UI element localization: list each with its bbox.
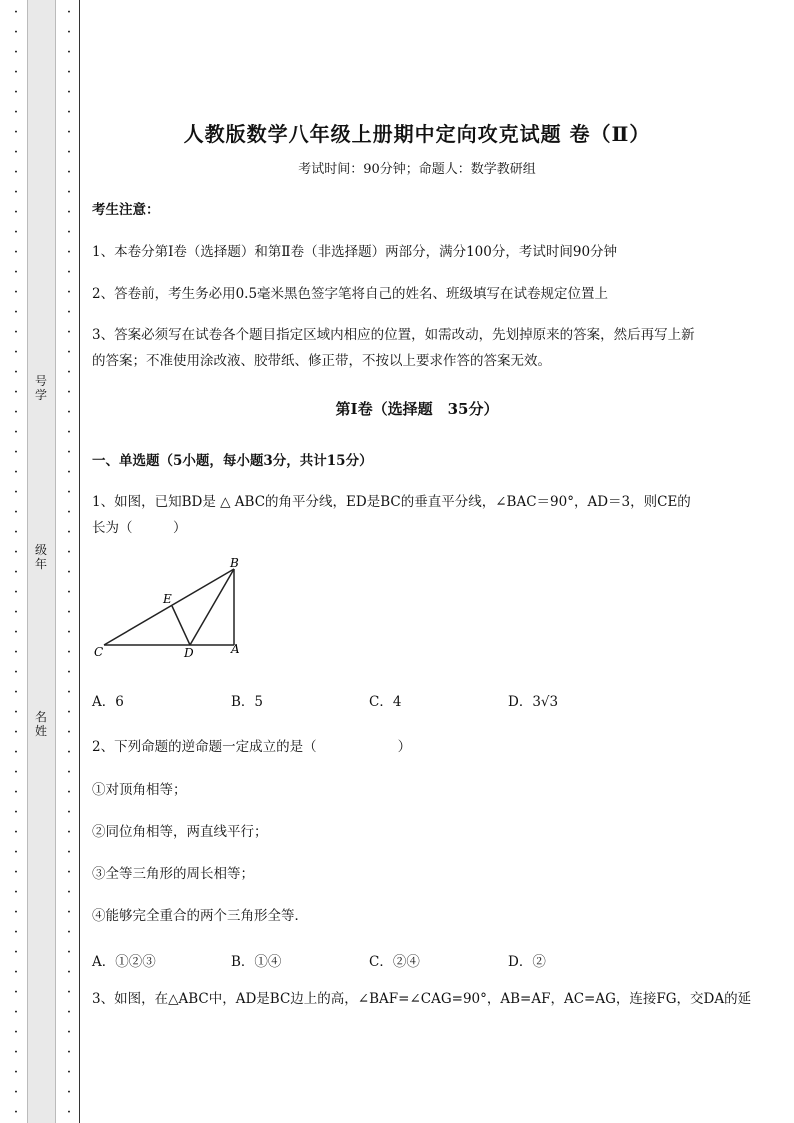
binding-dot: · (14, 567, 18, 578)
binding-dot: · (67, 867, 71, 878)
binding-dot: · (14, 667, 18, 678)
binding-dot: · (14, 727, 18, 738)
label-B: B (230, 556, 239, 570)
binding-dot: · (67, 67, 71, 78)
inner-dot-column (63, 0, 75, 1123)
binding-dot: · (14, 307, 18, 318)
binding-dot: · (67, 607, 71, 618)
binding-dot: · (67, 127, 71, 138)
binding-dot: · (14, 47, 18, 58)
binding-dot: · (14, 687, 18, 698)
binding-dot: · (14, 1007, 18, 1018)
binding-dot: · (14, 947, 18, 958)
binding-dot: · (14, 147, 18, 158)
binding-dot: · (14, 407, 18, 418)
question-2-stem: 2、下列命题的逆命题一定成立的是（ ） (92, 739, 412, 755)
question-1-stem-cont: 长为（ ） (92, 520, 187, 536)
binding-dot: · (14, 387, 18, 398)
binding-dot: · (14, 907, 18, 918)
binding-dot: · (67, 27, 71, 38)
question-2-item-2: ②同位角相等，两直线平行； (92, 824, 268, 840)
page-title: 人教版数学八年级上册期中定向攻克试题 卷（Ⅱ） (183, 122, 651, 146)
binding-dot: · (67, 47, 71, 58)
binding-dot: · (14, 507, 18, 518)
binding-dot: · (14, 607, 18, 618)
binding-dot: · (67, 647, 71, 658)
question-2-option-d[interactable]: D．② (508, 954, 546, 970)
binding-dot: · (14, 927, 18, 938)
binding-dot: · (67, 767, 71, 778)
binding-dot: · (67, 1027, 71, 1038)
binding-dot: · (67, 427, 71, 438)
label-A: A (231, 642, 240, 656)
binding-dot: · (14, 527, 18, 538)
question-2-option-c[interactable]: C．②④ (369, 954, 420, 970)
binding-dot: · (14, 107, 18, 118)
question-3-stem: 3、如图，在△ABC中，AD是BC边上的高，∠BAF=∠CAG=90°，AB=AF，AC=AG，连接FG，交DA的延 (92, 991, 752, 1007)
binding-dot: · (14, 547, 18, 558)
question-1-option-a[interactable]: A．6 (92, 694, 124, 710)
binding-dot: · (67, 107, 71, 118)
binding-dot: · (67, 907, 71, 918)
binding-dot: · (67, 667, 71, 678)
binding-dot: · (14, 287, 18, 298)
binding-dot: · (67, 207, 71, 218)
binding-line (79, 0, 80, 1123)
outer-dot-column (10, 0, 22, 1123)
binding-dot: · (67, 1007, 71, 1018)
binding-dot: · (67, 327, 71, 338)
binding-dot: · (14, 867, 18, 878)
question-2-item-4: ④能够完全重合的两个三角形全等． (92, 908, 308, 924)
binding-dot: · (14, 587, 18, 598)
binding-dot: · (14, 627, 18, 638)
binding-dot: · (67, 307, 71, 318)
question-1-option-d[interactable]: D．3√3 (508, 694, 559, 710)
grade-label: 级年 (34, 543, 47, 571)
binding-dot: · (67, 247, 71, 258)
binding-dot: · (67, 267, 71, 278)
binding-dot: · (67, 1107, 71, 1118)
binding-dot: · (67, 947, 71, 958)
binding-dot: · (67, 987, 71, 998)
binding-dot: · (14, 447, 18, 458)
binding-dot: · (67, 567, 71, 578)
binding-dot: · (14, 1107, 18, 1118)
binding-dot: · (14, 807, 18, 818)
question-2-item-1: ①对顶角相等； (92, 782, 187, 798)
binding-dot: · (67, 347, 71, 358)
notice-heading: 考生注意： (92, 202, 160, 218)
binding-dot: · (67, 1047, 71, 1058)
binding-dot: · (67, 367, 71, 378)
binding-dot: · (14, 267, 18, 278)
info-strip (27, 0, 56, 1123)
question-2-option-b[interactable]: B．①④ (231, 954, 282, 970)
triangle-figure (92, 555, 262, 665)
binding-dot: · (14, 827, 18, 838)
exam-info: 考试时间：90分钟；命题人：数学教研组 (298, 162, 536, 177)
label-E: E (163, 592, 172, 606)
binding-dot: · (14, 747, 18, 758)
binding-dot: · (67, 887, 71, 898)
binding-dot: · (14, 1047, 18, 1058)
label-D: D (184, 646, 194, 660)
binding-dot: · (67, 227, 71, 238)
section-title: 第I卷（选择题 35分） (335, 400, 499, 418)
binding-dot: · (14, 847, 18, 858)
binding-dot: · (67, 627, 71, 638)
binding-dot: · (67, 407, 71, 418)
binding-dot: · (14, 1067, 18, 1078)
binding-dot: · (67, 847, 71, 858)
binding-dot: · (67, 167, 71, 178)
binding-dot: · (14, 487, 18, 498)
question-2-item-3: ③全等三角形的周长相等； (92, 866, 254, 882)
binding-dot: · (14, 227, 18, 238)
question-1-option-b[interactable]: B．5 (231, 694, 264, 710)
binding-dot: · (67, 927, 71, 938)
binding-dot: · (67, 1087, 71, 1098)
binding-dot: · (67, 287, 71, 298)
binding-dot: · (67, 747, 71, 758)
binding-dot: · (14, 467, 18, 478)
segment-CB (104, 569, 234, 645)
binding-dot: · (14, 167, 18, 178)
binding-dot: · (14, 707, 18, 718)
binding-dot: · (14, 987, 18, 998)
binding-dot: · (14, 187, 18, 198)
binding-dot: · (14, 247, 18, 258)
notice-item-2: 2、答卷前，考生务必用0.5毫米黑色签字笔将自己的姓名、班级填写在试卷规定位置上 (92, 286, 609, 302)
binding-dot: · (67, 1067, 71, 1078)
binding-dot: · (14, 367, 18, 378)
binding-dot: · (67, 967, 71, 978)
binding-dot: · (14, 887, 18, 898)
binding-dot: · (67, 487, 71, 498)
notice-item-3: 3、答案必须写在试卷各个题目指定区域内相应的位置，如需改动，先划掉原来的答案，然后再写上新 (92, 327, 695, 343)
binding-dot: · (67, 467, 71, 478)
binding-dot: · (14, 67, 18, 78)
binding-dot: · (14, 427, 18, 438)
binding-dot: · (67, 727, 71, 738)
binding-dot: · (67, 447, 71, 458)
binding-margin (0, 0, 84, 1123)
question-1-option-c[interactable]: C．4 (369, 694, 402, 710)
binding-dot: · (67, 147, 71, 158)
binding-dot: · (14, 767, 18, 778)
question-1-stem: 1、如图，已知BD是 △ ABC的角平分线，ED是BC的垂直平分线，∠BAC＝90°，AD＝3，则CE的 (92, 494, 691, 510)
label-C: C (94, 645, 104, 659)
binding-dot: · (14, 1087, 18, 1098)
student-number-label: 号学 (34, 374, 47, 402)
binding-dot: · (67, 687, 71, 698)
binding-dot: · (67, 807, 71, 818)
binding-dot: · (67, 187, 71, 198)
binding-dot: · (14, 1027, 18, 1038)
name-label: 名姓 (34, 710, 47, 738)
segment-BD (190, 569, 234, 645)
binding-dot: · (67, 547, 71, 558)
notice-item-3-cont: 的答案；不准使用涂改液、胶带纸、修正带，不按以上要求作答的答案无效。 (92, 353, 551, 369)
binding-dot: · (14, 27, 18, 38)
binding-dot: · (67, 507, 71, 518)
binding-dot: · (14, 7, 18, 18)
binding-dot: · (67, 587, 71, 598)
notice-item-1: 1、本卷分第I卷（选择题）和第Ⅱ卷（非选择题）两部分，满分100分，考试时间90分钟 (92, 244, 618, 260)
binding-dot: · (14, 967, 18, 978)
binding-dot: · (67, 707, 71, 718)
binding-dot: · (67, 7, 71, 18)
binding-dot: · (67, 827, 71, 838)
binding-dot: · (14, 127, 18, 138)
question-2-option-a[interactable]: A．①②③ (92, 954, 156, 970)
binding-dot: · (67, 787, 71, 798)
binding-dot: · (14, 207, 18, 218)
binding-dot: · (67, 527, 71, 538)
binding-dot: · (14, 787, 18, 798)
binding-dot: · (14, 647, 18, 658)
binding-dot: · (67, 387, 71, 398)
segment-ED (172, 606, 190, 645)
binding-dot: · (14, 87, 18, 98)
part-heading: 一、单选题（5小题，每小题3分，共计15分） (92, 453, 373, 469)
binding-dot: · (14, 327, 18, 338)
binding-dot: · (67, 87, 71, 98)
binding-dot: · (14, 347, 18, 358)
